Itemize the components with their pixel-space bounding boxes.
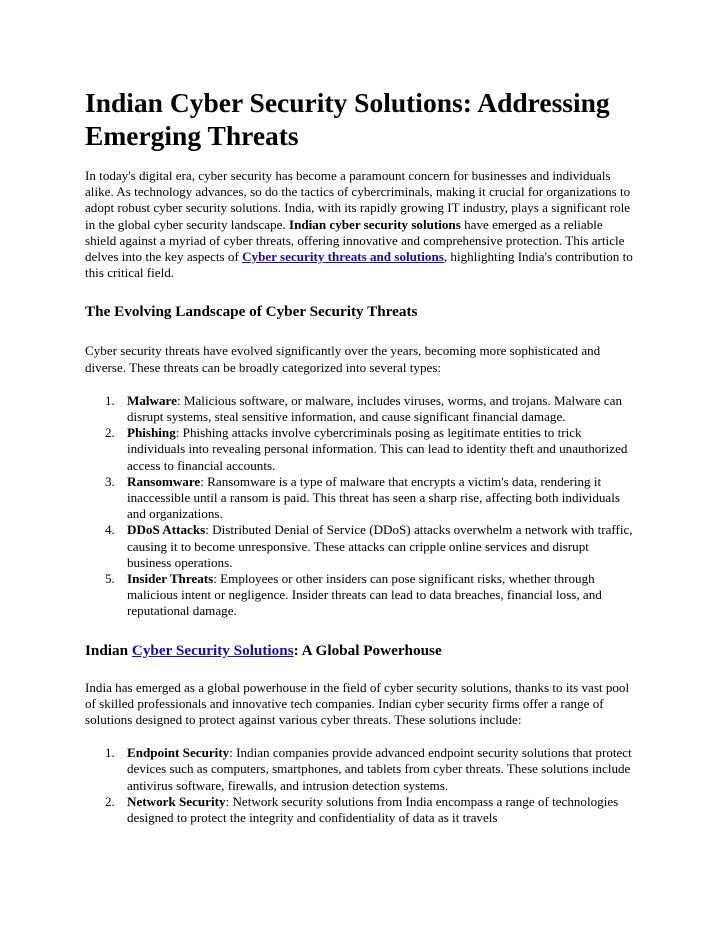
list-item-text: : Indian companies provide advanced endpoint security solutions that protect devices such as computers, smartphones, and tablets from cyber threats. These solutions include antivirus software, firewalls, and intrusion detection systems. [127,745,632,793]
list-item [85,745,635,794]
list-item-text: : Employees or other insiders can pose significant risks, whether through malicious intent or negligence. Insider threats can lead to data breaches, financial loss, and reputational damage. [127,571,602,619]
section-heading-global-powerhouse [85,642,635,660]
list-item-text: : Ransomware is a type of malware that encrypts a victim's data, rendering it inaccessible until a ransom is paid. This threat has seen a sharp rise, affecting both individuals and organizations. [127,473,620,522]
section2-intro-paragraph: India has emerged as a global powerhouse in the field of cyber security solutions, thanks to its vast pool of skilled professionals and innovative tech companies. Indian cyber security firms offer a range of solutions designed to protect against various cyber threats. These solutions include: [85,679,630,728]
list-item [85,393,635,425]
heading-suffix: : A Global Powerhouse [293,641,442,659]
intro-bold-text: Indian cyber security solutions [288,216,461,232]
list-number: 5. [105,571,115,587]
list-item-term: Ransomware [127,473,201,489]
list-item-term: Insider Threats [127,571,214,587]
list-item-text: : Malicious software, or malware, includes viruses, worms, and trojans. Malware can disrupt systems, steal sensitive information, and cause significant financial damage. [127,392,622,425]
intro-text-3: , highlighting India's contribution to this critical field. [85,249,633,281]
document-page [85,86,635,826]
list-item-text: : Distributed Denial of Service (DDoS) attacks overwhelm a network with traffic, causing it to become unresponsive. These attacks can cripple online services and disrupt business operations. [127,522,633,570]
list-item-term: Malware [127,392,177,408]
list-number: 2. [105,793,115,809]
page-title: Indian Cyber Security Solutions: Addressing Emerging Threats [85,87,610,151]
list-number: 1. [105,392,115,408]
section1-intro-paragraph: Cyber security threats have evolved significantly over the years, becoming more sophisticated and diverse. These threats can be broadly categorized into several types: [85,343,601,375]
list-item-term: DDoS Attacks [127,522,206,538]
solutions-list [85,745,635,826]
list-number: 4. [105,522,115,538]
list-item [85,425,635,474]
threat-types-list [85,393,635,620]
list-item [85,794,635,826]
list-number: 2. [105,425,115,441]
list-item-text: : Phishing attacks involve cybercriminals posing as legitimate entities to trick individuals into revealing personal information. This can lead to identity theft and unauthorized access to financial accounts. [127,425,628,473]
list-number: 1. [105,745,115,761]
intro-text-2: have emerged as a reliable shield against a myriad of cyber threats, offering innovative and comprehensive protection. This article delves into the key aspects of [85,216,625,265]
list-item-text: : Network security solutions from India encompass a range of technologies designed to protect the integrity and confidentiality of data as it travels [127,793,619,826]
list-item-term: Network Security [127,793,226,809]
list-item-term: Endpoint Security [127,745,230,761]
list-item [85,522,635,571]
intro-paragraph [85,168,635,281]
list-item [85,474,635,523]
intro-text-1: In today's digital era, cyber security has become a paramount concern for businesses and individuals alike. As technology advances, so do the tactics of cybercriminals, making it crucial for organizations to adopt robust cyber security solutions. India, with its rapidly growing IT industry, plays a significant role in the global cyber security landscape. [85,168,631,232]
list-item [85,571,635,620]
cyber-security-threats-link[interactable]: Cyber security threats and solutions [242,249,444,265]
heading-prefix: Indian [85,641,132,659]
list-number: 3. [105,473,115,489]
list-item-term: Phishing [127,425,176,441]
section-heading-evolving-landscape: The Evolving Landscape of Cyber Security Threats [85,303,418,321]
cyber-security-solutions-link[interactable]: Cyber Security Solutions [131,641,294,659]
